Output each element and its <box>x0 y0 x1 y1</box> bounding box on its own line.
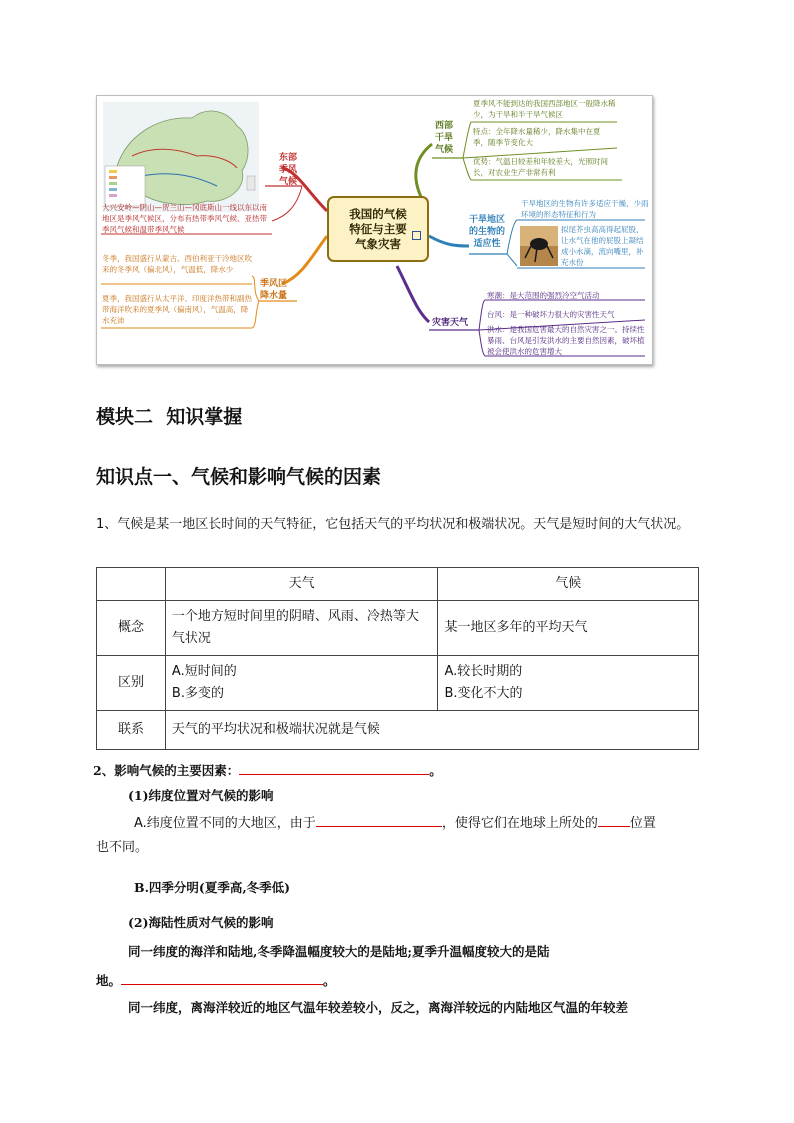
intro-paragraph: 1、气候是某一地区长时间的天气特征，它包括天气的平均状况和极端状况。天气是短时间的大气状况。 <box>96 517 690 532</box>
module-title: 模块二 知识掌握 <box>96 406 243 428</box>
answer-blank[interactable] <box>316 812 442 827</box>
branch-label-west: 西部 干旱 气候 <box>435 121 454 155</box>
beetle-photo <box>520 226 558 266</box>
west-feature-text: 特点：全年降水量稀少，降水集中在夏季，随季节变化大 <box>473 127 601 147</box>
table-header-cell: 气候 <box>438 568 699 601</box>
row-label-concept: 概念 <box>97 601 166 656</box>
four-seasons-line: B.四季分明(夏季高,冬季低) <box>134 880 291 895</box>
weather-climate-table <box>96 567 699 750</box>
china-map-image <box>103 102 259 212</box>
sea-land-paragraph-1: 同一纬度的海洋和陆地,冬季降温幅度较大的是陆地;夏季升温幅度较大的是陆 <box>128 944 550 959</box>
answer-blank[interactable] <box>121 970 323 985</box>
table-cell <box>438 656 699 711</box>
table-row <box>97 656 699 711</box>
mindmap-figure <box>96 95 653 365</box>
table-row <box>97 711 699 750</box>
branch-label-disaster: 灾害天气 <box>432 318 469 328</box>
branch-label-monsoon-rain: 季风区 降水量 <box>260 279 288 301</box>
answer-blank[interactable] <box>598 812 630 827</box>
east-monsoon-text: 大兴安岭—阴山—贺兰山—冈底斯山一线以东以南地区是季风气候区，分布有热带季风气候、亚热带季风气候和温带季风气候 <box>102 203 267 234</box>
section-latitude-title: (1)纬度位置对气候的影响 <box>128 788 274 803</box>
mindmap-center-text: 我国的气候 特征与主要 气象灾害 <box>349 206 407 251</box>
table-cell <box>165 656 438 711</box>
sea-land-paragraph-2: 同一纬度，离海洋较近的地区气温年较差较小，反之，离海洋较远的内陆地区气温的年较差 <box>128 1000 629 1015</box>
section-sea-land-title: (2)海陆性质对气候的影响 <box>128 915 274 930</box>
west-advantage-text: 优势：气温日较差和年较差大，光照时间长，对农业生产非常有利 <box>473 157 608 177</box>
sea-land-paragraph-1-cont: 地。 。 <box>96 970 336 989</box>
disaster-flood-text: 洪水：是我国危害最大的自然灾害之一。持续性暴雨、台风是引发洪水的主要自然因素，破坏植被会使洪水的危害增大 <box>487 325 645 356</box>
table-header-row <box>97 568 699 601</box>
table-header-cell <box>97 568 166 601</box>
knowledge-point-title: 知识点一、气候和影响气候的因素 <box>96 466 382 488</box>
mindmap-center-node <box>327 196 429 262</box>
branch-label-east: 东部 季风 气候 <box>279 153 298 187</box>
latitude-statement: A.纬度位置不同的大地区，由于 ，使得它们在地球上所处的 位置 <box>134 812 704 834</box>
table-cell: 一个地方短时间里的阴晴、风雨、冷热等大气状况 <box>165 601 438 656</box>
adapt-intro-text: 干旱地区的生物有许多适应干燥、少雨环境的形态特征和行为 <box>521 199 649 219</box>
row-label-relation: 联系 <box>97 711 166 750</box>
cell-line: B.变化不大的 <box>444 686 523 701</box>
latitude-statement-cont: 也不同。 <box>96 840 149 855</box>
cell-line: A.较长时期的 <box>444 664 523 679</box>
west-intro-text: 夏季风不能到达的我国西部地区一般降水稀少，为干旱和半干旱气候区 <box>473 99 616 119</box>
table-cell: 某一地区多年的平均天气 <box>438 601 699 656</box>
note-icon <box>412 231 421 240</box>
cell-line: A.短时间的 <box>171 664 237 679</box>
cell-line: B.多变的 <box>171 686 224 701</box>
table-cell: 天气的平均状况和极端状况就是气候 <box>165 711 698 750</box>
monsoon-winter-text: 冬季，我国盛行从蒙古、西伯利亚干冷地区吹来的冬季风（偏北风），气温低，降水少 <box>102 254 252 274</box>
disaster-coldwave-text: 寒潮：是大范围的强烈冷空气活动 <box>487 291 600 300</box>
adapt-beetle-text: 拟尾芥虫高高得起屁股，让水气在他的屁股上凝结成小水滴，流向嘴里，补充水份 <box>561 225 644 267</box>
branch-label-adapt: 干旱地区 的生物的 适应性 <box>469 215 506 249</box>
answer-blank[interactable] <box>239 760 429 775</box>
disaster-typhoon-text: 台风：是一种破坏力很大的灾害性天气 <box>487 310 615 319</box>
row-label-difference: 区别 <box>97 656 166 711</box>
table-row <box>97 601 699 656</box>
table-header-cell: 天气 <box>165 568 438 601</box>
monsoon-summer-text: 夏季，我国盛行从太平洋、印度洋热带和副热带海洋吹来的夏季风（偏南风），气温高，降水充沛 <box>102 294 252 325</box>
question-2: 2、影响气候的主要因素： 。 <box>93 760 442 779</box>
